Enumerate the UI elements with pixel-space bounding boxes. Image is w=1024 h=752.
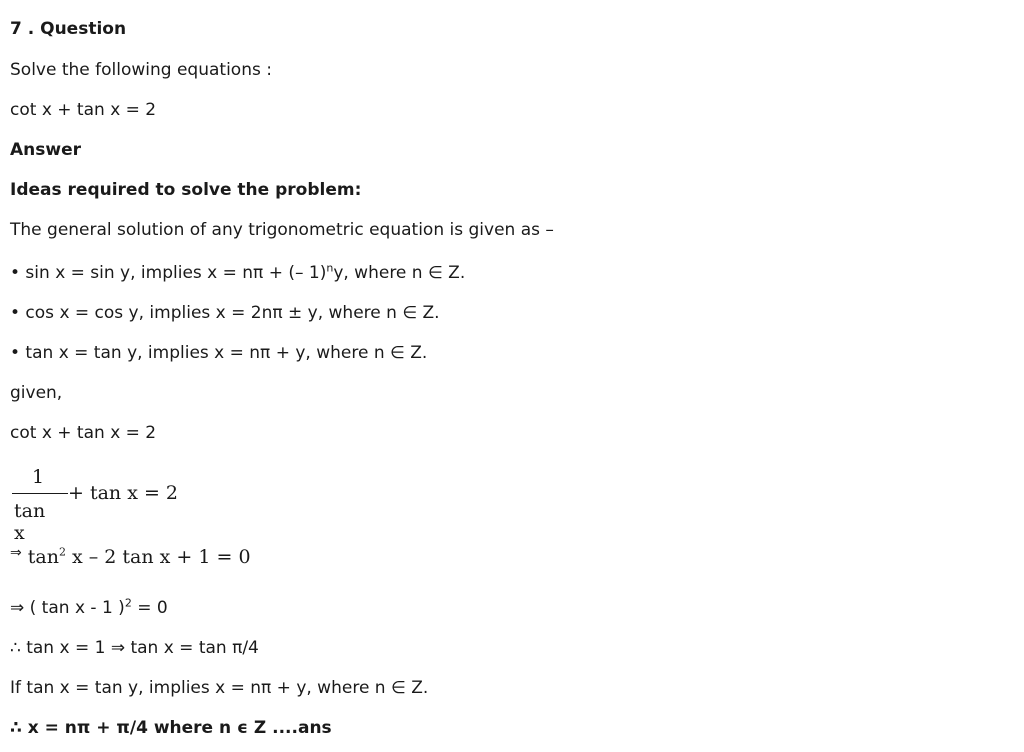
square-post: = 0	[131, 598, 168, 618]
implies-arrow: ⇒	[10, 545, 22, 561]
bullet-sin-pre: • sin x = sin y, implies x = nπ + (– 1)	[10, 263, 327, 283]
bullet-cos: • cos x = cos y, implies x = 2nπ ± y, where n ∈ Z.	[10, 303, 440, 323]
question-equation: cot x + tan x = 2	[10, 100, 157, 120]
step-therefore: ∴ tan x = 1 ⇒ tan x = tan π/4	[10, 638, 259, 658]
given-equation: cot x + tan x = 2	[10, 423, 157, 443]
quadratic-sup: 2	[58, 545, 66, 559]
square-pre: ⇒ ( tan x - 1 )	[10, 598, 125, 618]
bullet-tan: • tan x = tan y, implies x = nπ + y, where n ∈ Z.	[10, 343, 428, 363]
step-general: If tan x = tan y, implies x = nπ + y, where n ∈ Z.	[10, 678, 429, 698]
final-answer: ∴ x = nπ + π/4 where n ϵ Z ....ans	[10, 718, 332, 738]
fraction-bar	[12, 493, 68, 494]
fraction-rest: + tan x = 2	[68, 482, 179, 504]
square-sup: 2	[124, 596, 132, 610]
answer-heading: Answer	[10, 140, 81, 160]
fraction-numerator: 1	[32, 466, 45, 488]
quadratic-expression	[28, 546, 251, 568]
step-quadratic	[10, 545, 251, 568]
bullet-sin	[10, 262, 465, 284]
question-heading: 7 . Question	[10, 19, 127, 39]
step-square	[10, 597, 168, 619]
given-label: given,	[10, 383, 63, 403]
question-prompt: Solve the following equations :	[10, 60, 272, 80]
ideas-heading: Ideas required to solve the problem:	[10, 180, 362, 200]
fraction-denominator: tan x	[14, 500, 46, 544]
quadratic-pre: tan	[27, 546, 59, 568]
quadratic-post: x – 2 tan x + 1 = 0	[65, 546, 251, 568]
bullet-sin-post: y, where n ∈ Z.	[333, 263, 466, 283]
bullet-sin-sup: n	[326, 261, 334, 275]
intro-text: The general solution of any trigonometric equation is given as –	[10, 220, 554, 240]
